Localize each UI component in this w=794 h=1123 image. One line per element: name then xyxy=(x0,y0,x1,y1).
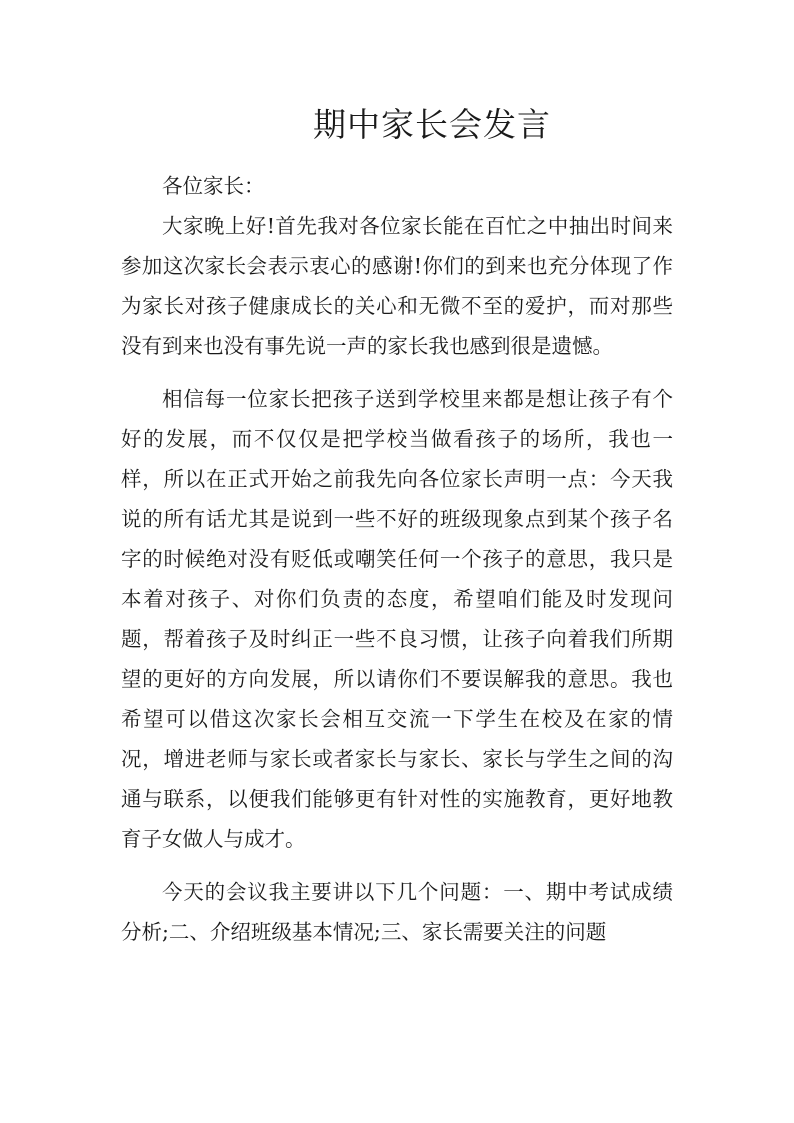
paragraph-greeting: 大家晚上好!首先我对各位家长能在百忙之中抽出时间来参加这次家长会表示衷心的感谢!你们的到来也充分体现了作为家长对孩子健康成长的关心和无微不至的爱护，而对那些没有到来也没有事先说一声的家长我也感到很是遗憾。 xyxy=(121,214,673,358)
paragraph-statement: 相信每一位家长把孩子送到学校里来都是想让孩子有个好的发展，而不仅仅是把学校当做看孩子的场所，我也一样，所以在正式开始之前我先向各位家长声明一点：今天我说的所有话尤其是说到一些不好的班级现象点到某个孩子名字的时候绝对没有贬低或嘲笑任何一个孩子的意思，我只是本着对孩子、对你们负责的态度，希望咱们能及时发现问题，帮着孩子及时纠正一些不良习惯，让孩子向着我们所期望的更好的方向发展，所以请你们不要误解我的意思。我也希望可以借这次家长会相互交流一下学生在校及在家的情况，增进老师与家长或者家长与家长、家长与学生之间的沟通与联系，以便我们能够更有针对性的实施教育，更好地教育子女做人与成才。 xyxy=(121,387,673,851)
paragraph-agenda: 今天的会议我主要讲以下几个问题：一、期中考试成绩分析;二、介绍班级基本情况;三、家长需要关注的问题 xyxy=(121,880,673,944)
document-title: 期中家长会发言 xyxy=(313,105,551,144)
salutation: 各位家长： xyxy=(162,174,265,198)
document-body xyxy=(121,166,673,952)
